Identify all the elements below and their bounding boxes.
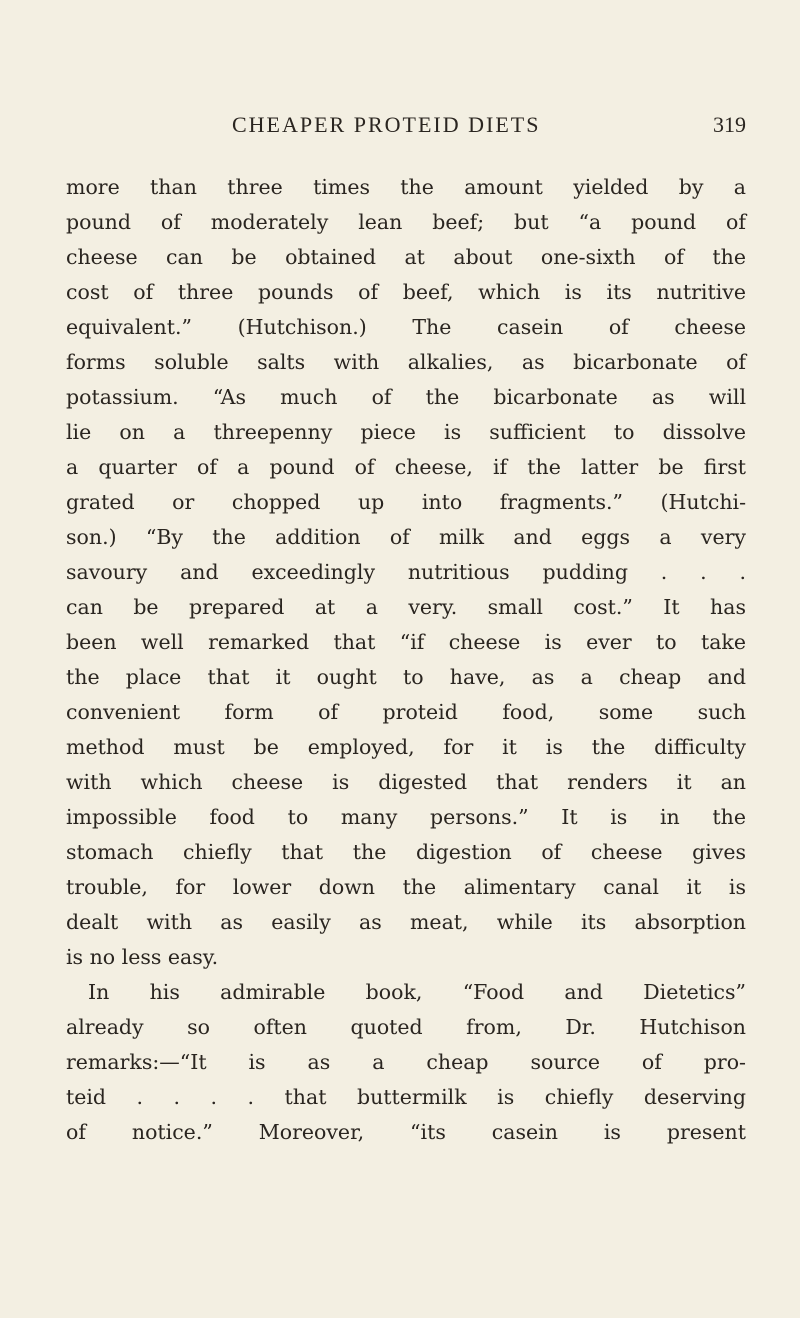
text-line: the place that it ought to have, as a cheap and (66, 665, 746, 689)
text-line: lie on a threepenny piece is sufficient to dissolve (66, 420, 746, 444)
text-line: impossible food to many persons.” It is in the (66, 805, 746, 829)
text-line: a quarter of a pound of cheese, if the latter be first (66, 455, 746, 479)
text-line: been well remarked that “if cheese is ever to take (66, 630, 746, 654)
text-line: potassium. “As much of the bicarbonate as will (66, 385, 746, 409)
text-line: pound of moderately lean beef; but “a pound of (66, 210, 746, 234)
text-line: cheese can be obtained at about one-sixth of the (66, 245, 746, 269)
body-text (66, 170, 746, 1150)
paragraph-end-line: is no less easy. (66, 945, 219, 969)
text-line: equivalent.” (Hutchison.) The casein of cheese (66, 315, 746, 339)
text-line: savoury and exceedingly nutritious pudding . . . (66, 560, 746, 584)
text-line: dealt with as easily as meat, while its absorption (66, 910, 746, 934)
text-line: stomach chiefly that the digestion of cheese gives (66, 840, 746, 864)
text-line: with which cheese is digested that renders it an (66, 770, 746, 794)
text-line: teid . . . . that buttermilk is chiefly deserving (66, 1085, 746, 1109)
text-line: son.) “By the addition of milk and eggs a very (66, 525, 746, 549)
text-line: grated or chopped up into fragments.” (Hutchi- (66, 490, 746, 514)
paragraph-start-line: In his admirable book, “Food and Dietetics” (88, 980, 746, 1004)
text-line: more than three times the amount yielded by a (66, 175, 746, 199)
text-line: forms soluble salts with alkalies, as bicarbonate of (66, 350, 746, 374)
running-header (66, 112, 746, 140)
text-line: can be prepared at a very. small cost.” It has (66, 595, 746, 619)
running-title: CHEAPER PROTEID DIETS (232, 112, 541, 137)
text-line: already so often quoted from, Dr. Hutchison (66, 1015, 746, 1039)
text-line: cost of three pounds of beef, which is its nutritive (66, 280, 746, 304)
text-line: convenient form of proteid food, some such (66, 700, 746, 724)
text-line: remarks:—“It is as a cheap source of pro- (66, 1050, 746, 1074)
page-number: 319 (713, 112, 746, 137)
text-line: trouble, for lower down the alimentary canal it is (66, 875, 746, 899)
text-line: of notice.” Moreover, “its casein is present (66, 1120, 746, 1144)
text-line: method must be employed, for it is the difficulty (66, 735, 746, 759)
